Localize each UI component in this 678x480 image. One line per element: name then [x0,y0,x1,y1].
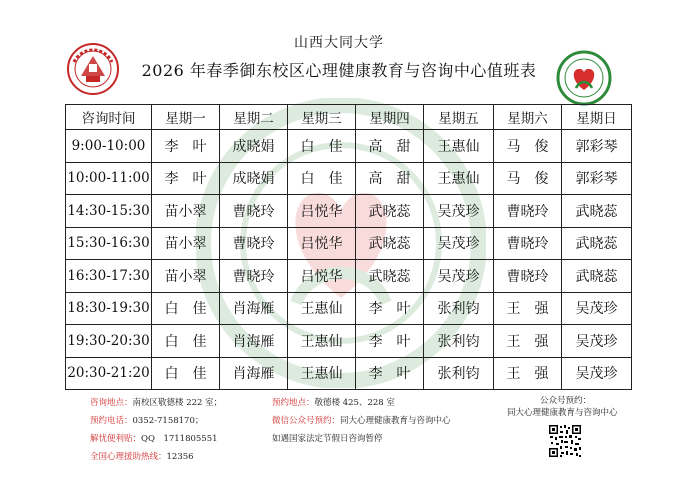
duty-table [65,104,632,390]
staff-cell: 白 佳 [152,292,220,325]
staff-cell: 李 叶 [356,292,424,325]
table-row [66,325,632,358]
staff-cell: 曹晓玲 [494,260,562,293]
staff-cell: 李 叶 [356,357,424,390]
help-contact-label: 解忧便利贴： [90,434,142,444]
table-row [66,162,632,195]
staff-cell: 吕悦华 [288,195,356,228]
staff-cell: 张利钧 [424,292,494,325]
reserve-location-value: 敬德楼 425、228 室 [314,398,395,408]
staff-cell: 肖海雁 [220,357,288,390]
staff-cell: 张利钧 [424,325,494,358]
staff-cell: 吴茂珍 [562,357,632,390]
staff-cell: 武晓蕊 [356,260,424,293]
table-row [66,292,632,325]
consult-location-value: 南校区敬德楼 222 室； [132,398,223,408]
table-row [66,227,632,260]
hotline-label: 全国心理援助热线： [90,452,167,462]
staff-cell: 武晓蕊 [562,195,632,228]
staff-cell: 马 俊 [494,162,562,195]
staff-cell: 苗小翠 [152,227,220,260]
reserve-location-label: 预约地点： [272,398,315,408]
staff-cell: 王惠仙 [424,130,494,163]
reserve-phone-label: 预约电话： [90,416,133,426]
staff-cell: 吕悦华 [288,227,356,260]
staff-cell: 吴茂珍 [562,325,632,358]
staff-cell: 曹晓玲 [494,195,562,228]
staff-cell: 武晓蕊 [562,260,632,293]
time-slot-cell: 18:30-19:30 [66,292,152,325]
time-slot-cell: 16:30-17:30 [66,260,152,293]
column-header: 星期四 [356,105,424,130]
staff-cell: 曹晓玲 [220,260,288,293]
column-header: 星期三 [288,105,356,130]
staff-cell: 吴茂珍 [424,227,494,260]
staff-cell: 肖海雁 [220,325,288,358]
reserve-phone [90,416,203,427]
staff-cell: 白 佳 [152,357,220,390]
table-header-row [66,105,632,130]
staff-cell: 王惠仙 [424,162,494,195]
staff-cell: 武晓蕊 [562,227,632,260]
wechat-label: 微信公众号预约： [272,416,341,426]
column-header: 星期五 [424,105,494,130]
staff-cell: 肖海雁 [220,292,288,325]
staff-cell: 曹晓玲 [494,227,562,260]
table-row [66,195,632,228]
wechat-reserve [272,416,451,427]
time-slot-cell: 15:30-16:30 [66,227,152,260]
consult-location-label: 咨询地点： [90,398,133,408]
staff-cell: 马 俊 [494,130,562,163]
staff-cell: 白 佳 [288,130,356,163]
consult-location [90,398,222,409]
qr-caption-account: 同大心理健康教育与咨询中心 [507,408,618,418]
staff-cell: 李 叶 [152,162,220,195]
staff-cell: 王 强 [494,325,562,358]
staff-cell: 王惠仙 [288,325,356,358]
time-slot-cell: 14:30-15:30 [66,195,152,228]
table-row [66,260,632,293]
staff-cell: 武晓蕊 [356,227,424,260]
staff-cell: 李 叶 [152,130,220,163]
staff-cell: 郭彩琴 [562,130,632,163]
column-header: 咨询时间 [66,105,152,130]
reserve-location [272,398,395,409]
staff-cell: 李 叶 [356,325,424,358]
staff-cell: 王惠仙 [288,292,356,325]
column-header: 星期一 [152,105,220,130]
holiday-note: 如遇国家法定节假日咨询暂停 [272,434,383,444]
staff-cell: 苗小翠 [152,195,220,228]
staff-cell: 白 佳 [288,162,356,195]
table-row [66,357,632,390]
wechat-value: 同大心理健康教育与咨询中心 [340,416,451,426]
staff-cell: 张利钧 [424,357,494,390]
wechat-qr-code[interactable] [548,424,582,458]
qr-caption-title: 公众号预约： [540,396,592,406]
column-header: 星期日 [562,105,632,130]
table-row [66,130,632,163]
staff-cell: 吴茂珍 [424,260,494,293]
staff-cell: 吴茂珍 [424,195,494,228]
staff-cell: 曹晓玲 [220,195,288,228]
reserve-phone-value: 0352-7158170； [132,416,204,426]
staff-cell: 曹晓玲 [220,227,288,260]
staff-cell: 王 强 [494,357,562,390]
staff-cell: 王惠仙 [288,357,356,390]
time-slot-cell: 10:00-11:00 [66,162,152,195]
university-name: 山西大同大学 [294,35,384,51]
staff-cell: 成晓娟 [220,130,288,163]
staff-cell: 郭彩琴 [562,162,632,195]
hotline [90,452,194,463]
staff-cell: 高 甜 [356,162,424,195]
help-contact [90,434,218,445]
time-slot-cell: 9:00-10:00 [66,130,152,163]
time-slot-cell: 20:30-21:20 [66,357,152,390]
staff-cell: 王 强 [494,292,562,325]
staff-cell: 成晓娟 [220,162,288,195]
staff-cell: 吕悦华 [288,260,356,293]
time-slot-cell: 19:30-20:30 [66,325,152,358]
counseling-center-logo [556,50,612,106]
hotline-value: 12356 [166,452,194,462]
column-header: 星期六 [494,105,562,130]
column-header: 星期二 [220,105,288,130]
staff-cell: 白 佳 [152,325,220,358]
help-contact-value: QQ 1711805551 [141,434,218,444]
staff-cell: 苗小翠 [152,260,220,293]
staff-cell: 吴茂珍 [562,292,632,325]
staff-cell: 高 甜 [356,130,424,163]
page-title: 2026 年春季御东校区心理健康教育与咨询中心值班表 [141,61,537,80]
staff-cell: 武晓蕊 [356,195,424,228]
